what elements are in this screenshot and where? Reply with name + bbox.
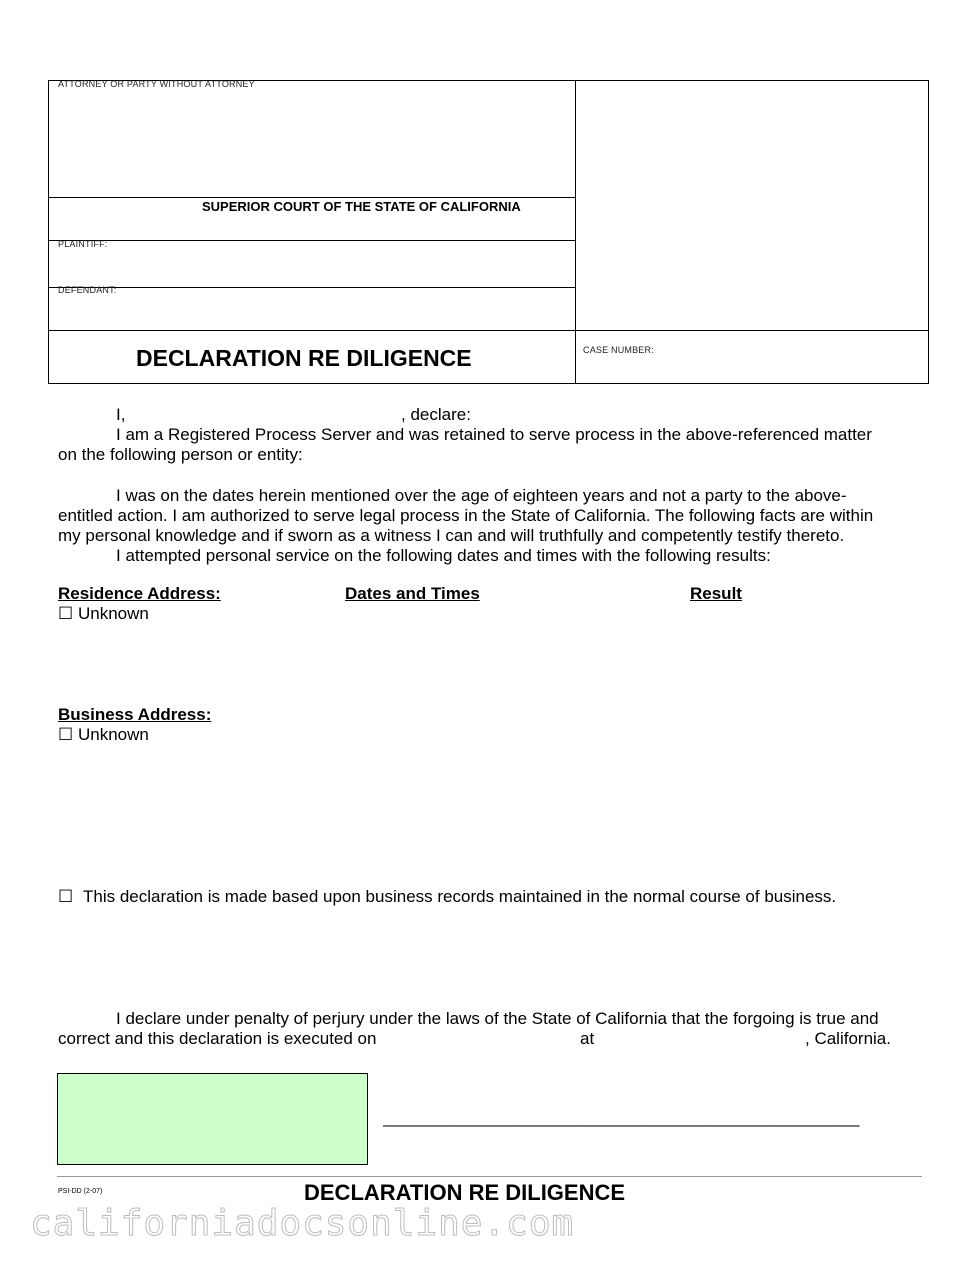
form-title: DECLARATION RE DILIGENCE bbox=[136, 345, 472, 371]
divider-defendant bbox=[48, 330, 576, 331]
closing-line2-prefix: correct and this declaration is executed on bbox=[58, 1029, 377, 1048]
closing-line2-suffix: , California. bbox=[805, 1029, 891, 1048]
result-heading: Result bbox=[690, 584, 742, 603]
attorney-caption: ATTORNEY OR PARTY WITHOUT ATTORNEY bbox=[58, 79, 255, 89]
residence-unknown-checkbox[interactable]: ☐ Unknown bbox=[58, 604, 149, 623]
dates-heading: Dates and Times bbox=[345, 584, 480, 603]
defendant-caption: DEFENDANT: bbox=[58, 285, 117, 295]
plaintiff-caption: PLAINTIFF: bbox=[58, 239, 108, 249]
records-text: This declaration is made based upon business records maintained in the normal course of business. bbox=[83, 887, 837, 906]
divider-attorney bbox=[48, 197, 576, 198]
declare-suffix: , declare: bbox=[401, 405, 471, 424]
business-unknown-checkbox[interactable]: ☐ Unknown bbox=[58, 725, 149, 744]
records-checkbox[interactable]: ☐ bbox=[58, 887, 74, 906]
para2-line3: my personal knowledge and if sworn as a witness I can and will truthfully and competently testify thereto. bbox=[58, 526, 845, 545]
divider-court bbox=[48, 240, 576, 241]
divider-plaintiff bbox=[48, 287, 576, 288]
para1-line1: I am a Registered Process Server and was retained to serve process in the above-referenced matter bbox=[116, 425, 872, 444]
para3: I attempted personal service on the following dates and times with the following results: bbox=[116, 546, 771, 565]
form-code: PSI-DD (2-07) bbox=[58, 1188, 103, 1195]
para2-line2: entitled action. I am authorized to serve legal process in the State of California. The following facts are within bbox=[58, 506, 874, 525]
caption-left-box bbox=[48, 80, 576, 384]
closing-line1: I declare under penalty of perjury under the laws of the State of California that the forgoing is true and bbox=[116, 1009, 879, 1028]
business-heading: Business Address: bbox=[58, 705, 212, 724]
residence-heading: Residence Address: bbox=[58, 584, 221, 603]
case-number-caption: CASE NUMBER: bbox=[583, 345, 654, 355]
closing-line2-at: at bbox=[580, 1029, 595, 1048]
footer-divider bbox=[57, 1176, 922, 1177]
para2-line1: I was on the dates herein mentioned over the age of eighteen years and not a party to the above- bbox=[116, 486, 847, 505]
para1-line2: on the following person or entity: bbox=[58, 445, 303, 464]
footer-title: DECLARATION RE DILIGENCE bbox=[304, 1180, 626, 1205]
court-title: SUPERIOR COURT OF THE STATE OF CALIFORNIA bbox=[202, 199, 521, 214]
notary-stamp-area bbox=[57, 1073, 368, 1165]
declare-prefix: I, bbox=[116, 405, 126, 424]
caption-right-box bbox=[575, 80, 929, 331]
site-watermark: californiadocsonline.com bbox=[30, 1203, 575, 1244]
case-number-box bbox=[575, 330, 929, 384]
signature-line: ____________________________________________________ bbox=[383, 1108, 860, 1127]
